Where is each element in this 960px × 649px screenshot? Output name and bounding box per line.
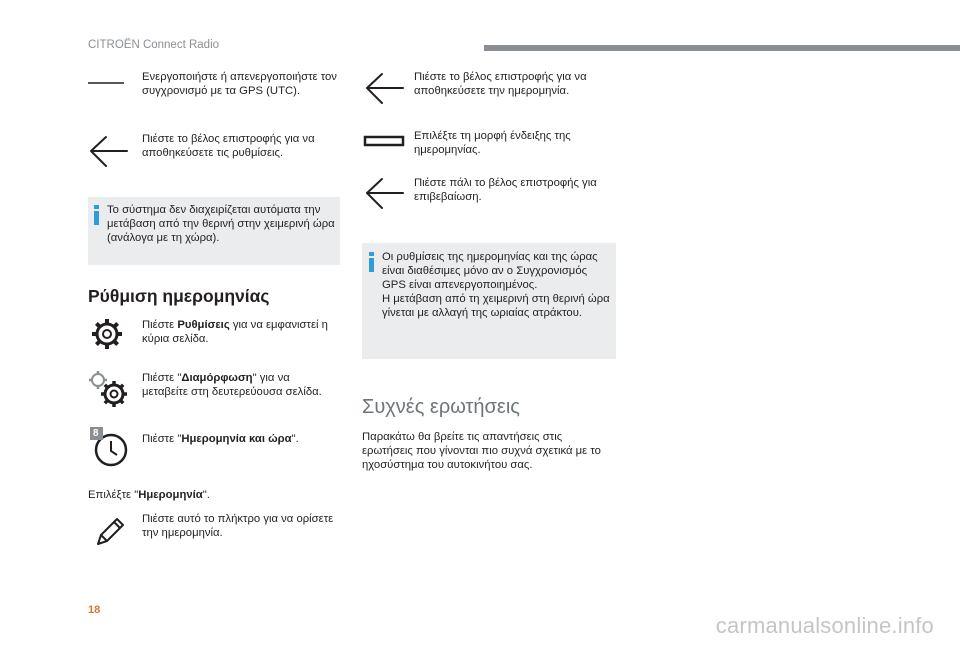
page-number: 18 (88, 604, 101, 616)
format-bar-icon (364, 135, 406, 149)
step-config-text: Πιέστε "Διαμόρφωση" για να μεταβείτε στη δευτερεύουσα σελίδα. (142, 372, 322, 398)
section-title: Ρύθμιση ημερομηνίας (88, 286, 270, 306)
pencil-edit-icon (94, 514, 128, 548)
info-icon (94, 205, 99, 225)
info-icon (369, 252, 374, 272)
config-gears-icon (88, 370, 128, 412)
note-text: Το σύστημα δεν διαχειρίζεται αυτόματα την μετάβαση από την θερινή στην χειμερινή ώρα (ανάλογα με τη χώρα). (107, 204, 335, 244)
faq-text: Παρακάτω θα βρείτε τις απαντήσεις στις ερωτήσεις που γίνονται πιο συχνά σχετικά με το ηχοσύστημα του αυτοκινήτου σας. (362, 431, 601, 471)
step-utc-text: Ενεργοποιήστε ή απενεργοποιήστε τον συγχρονισμό με τα GPS (UTC). (142, 71, 337, 97)
step-back-confirm-text: Πιέστε πάλι το βέλος επιστροφής για επιβεβαίωση. (414, 177, 597, 203)
clock-badge-number: 8 (93, 428, 99, 439)
toggle-switch-icon (88, 80, 128, 86)
watermark: carmanualsonline.info (715, 613, 934, 638)
document-header-title: CITROËN Connect Radio (88, 39, 220, 51)
step-edit-text: Πιέστε αυτό το πλήκτρο για να ορίσετε την ημερομηνία. (142, 513, 334, 539)
select-date-text: Επιλέξτε "Ημερομηνία". (88, 489, 210, 501)
settings-gear-icon (91, 318, 125, 352)
step-back-save-text: Πιέστε το βέλος επιστροφής για να αποθηκεύσετε τις ρυθμίσεις. (142, 133, 315, 159)
header-rule (484, 45, 960, 51)
step-back-date-text: Πιέστε το βέλος επιστροφής για να αποθηκεύσετε την ημερομηνία. (414, 71, 587, 97)
back-arrow-icon (88, 135, 130, 169)
step-settings-text: Πιέστε Ρυθμίσεις για να εμφανιστεί η κύρια σελίδα. (142, 319, 328, 345)
faq-title: Συχνές ερωτήσεις (362, 396, 520, 418)
note-text-line1: Οι ρυθμίσεις της ημερομηνίας και της ώρας είναι διαθέσιμες μόνο αν ο Συγχρονισμός GPS είναι απενεργοποιημένος. (382, 251, 598, 291)
note-text-line2: Η μετάβαση από τη χειμερινή στη θερινή ώρα γίνεται με αλλαγή της ωριαίας ατράκτου. (382, 293, 610, 319)
step-datetime-text: Πιέστε "Ημερομηνία και ώρα". (142, 433, 299, 445)
back-arrow-icon (364, 72, 406, 106)
back-arrow-icon (364, 177, 406, 211)
step-format-text: Επιλέξτε τη μορφή ένδειξης της ημερομηνίας. (414, 130, 571, 156)
